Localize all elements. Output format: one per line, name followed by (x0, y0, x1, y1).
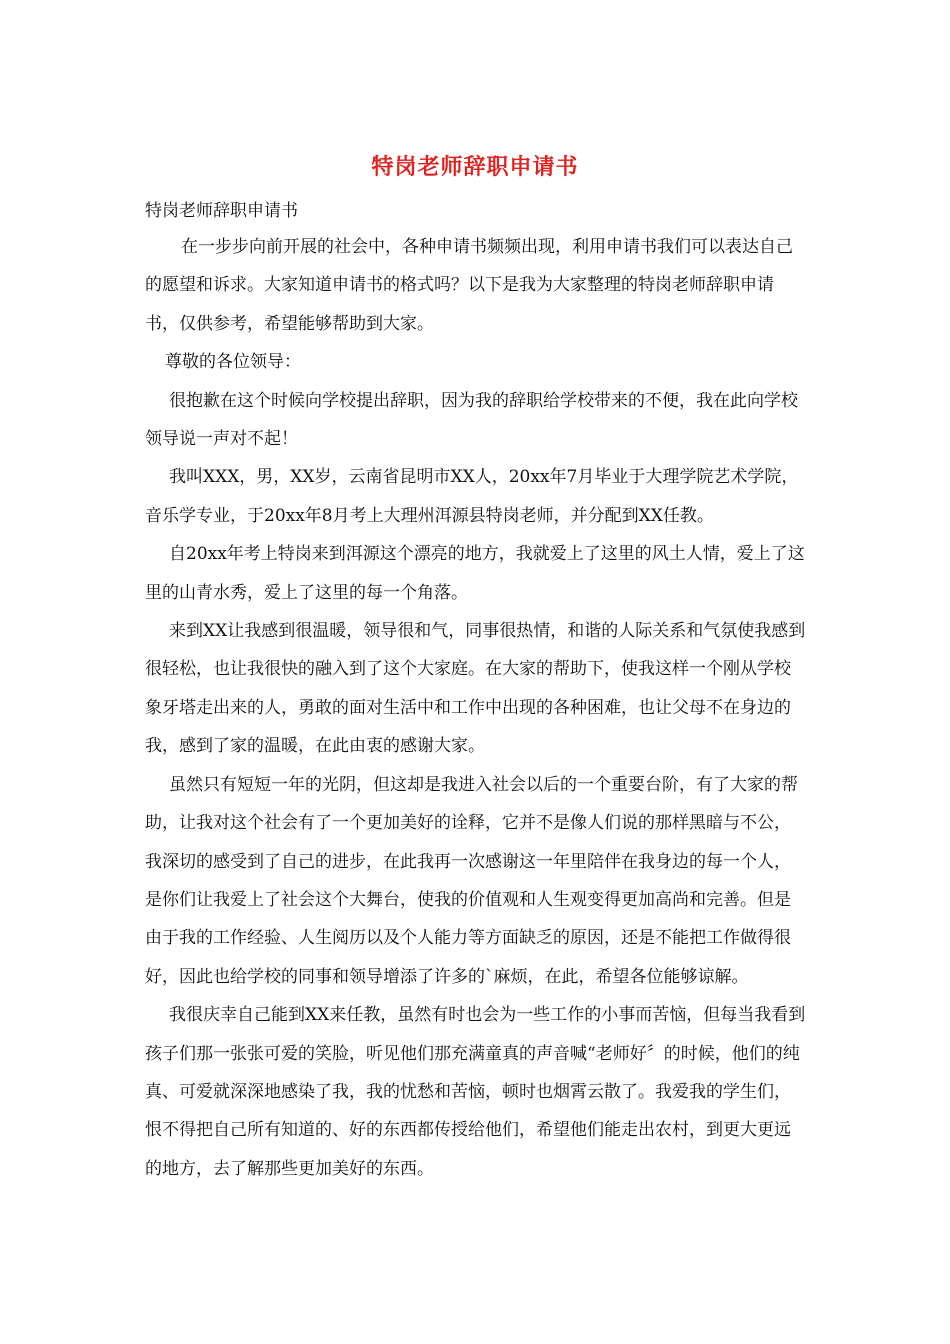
paragraph-self-intro: 我叫XXX，男，XX岁，云南省昆明市XX人，20xx年7月毕业于大理学院艺术学院，音乐学专业，于20xx年8月考上大理州洱源县特岗老师，并分配到XX任教。 (145, 467, 799, 526)
paragraph-greeting: 尊敬的各位领导： (165, 352, 301, 373)
document-title: 特岗老师辞职申请书 (371, 154, 579, 180)
paragraph-intro: 在一步步向前开展的社会中，各种申请书频频出现，利用申请书我们可以表达自己的愿望和诉求。大家知道申请书的格式吗？以下是我为大家整理的特岗老师辞职申请书，仅供参考，希望能够帮助到大家。 (145, 237, 793, 334)
paragraph-apology: 很抱歉在这个时候向学校提出辞职，因为我的辞职给学校带来的不便，我在此向学校领导说一声对不起！ (145, 390, 798, 450)
paragraph-place: 自20xx年考上特岗来到洱源这个漂亮的地方，我就爱上了这里的风土人情，爱上了这里的山青水秀，爱上了这里的每一个角落。 (145, 544, 805, 603)
document-subtitle: 特岗老师辞职申请书 (145, 201, 298, 221)
document-body (145, 228, 807, 1188)
paragraph-students: 我很庆幸自己能到XX来任教，虽然有时也会为一些工作的小事而苦恼，但每当我看到孩子们那一张张可爱的笑脸，听见他们那充满童真的声音喊“老师好〞的时候，他们的纯真、可爱就深深地感染了我，我的忧愁和苦恼，顿时也烟霄云散了。我爱我的学生们，恨不得把自己所有知道的、好的东西都传授给他们，希望他们能走出农村，到更大更远的地方，去了解那些更加美好的东西。 (145, 1005, 806, 1179)
paragraph-warmth: 来到XX让我感到很温暖，领导很和气，同事很热情，和谐的人际关系和气氛使我感到很轻松，也让我很快的融入到了这个大家庭。在大家的帮助下，使我这样一个刚从学校象牙塔走出来的人，勇敢的面对生活中和工作中出现的各种困难，也让父母不在身边的我，感到了家的温暖，在此由衷的感谢大家。 (145, 621, 806, 757)
paragraph-gratitude: 虽然只有短短一年的光阴，但这却是我进入社会以后的一个重要台阶，有了大家的帮助，让我对这个社会有了一个更加美好的诠释，它并不是像人们说的那样黑暗与不公，我深切的感受到了自己的进步，在此我再一次感谢这一年里陪伴在我身边的每一个人，是你们让我爱上了社会这个大舞台，使我的价值观和人生观变得更加高尚和完善。但是由于我的工作经验、人生阅历以及个人能力等方面缺乏的原因，还是不能把工作做得很好，因此也给学校的同事和领导增添了许多的`麻烦，在此，希望各位能够谅解。 (145, 774, 798, 987)
